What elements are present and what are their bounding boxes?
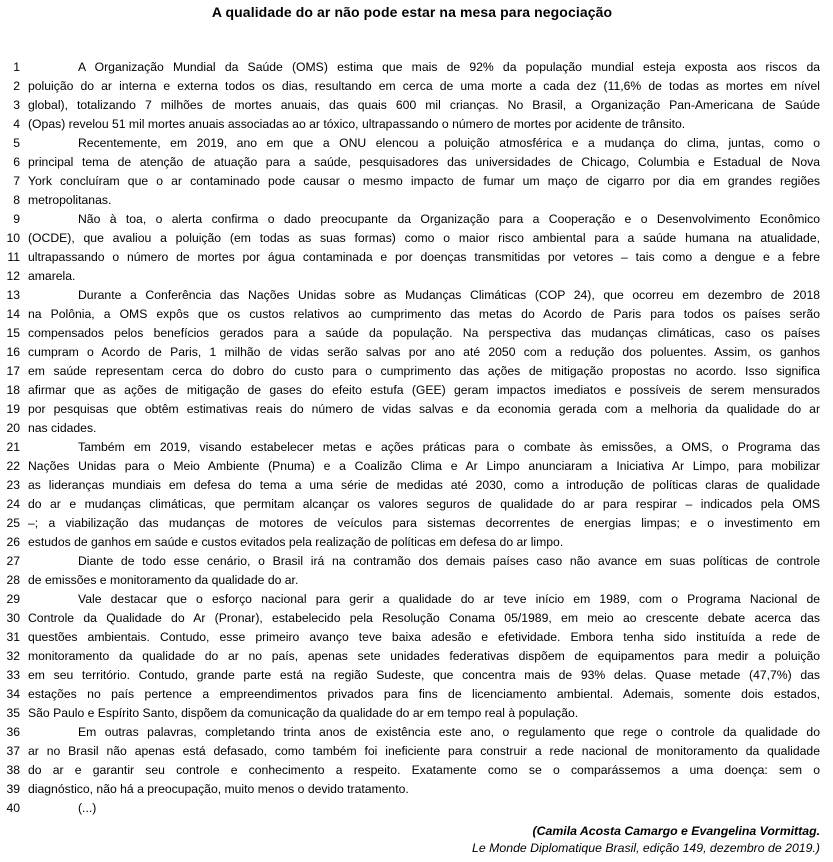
line-text: (...) [78, 801, 97, 815]
text-line [4, 286, 820, 305]
text-line [4, 96, 820, 115]
line-text: metropolitanas. [28, 193, 112, 207]
line-number: 34 [6, 687, 20, 701]
text-line [4, 248, 820, 267]
text-line [4, 552, 820, 571]
line-text: as lideranças mundiais em defesa do tema a uma série de medidas até 2030, como a introdução de políticas claras de qualidade [28, 478, 820, 492]
line-text: São Paulo e Espírito Santo, dispõem da comunicação da qualidade do ar em tempo real à população. [28, 706, 579, 720]
text-line [4, 609, 820, 628]
text-line [4, 590, 820, 609]
text-line [4, 267, 820, 286]
line-number: 20 [6, 421, 20, 435]
text-line [4, 324, 820, 343]
text-line [4, 58, 820, 77]
line-text: do ar e garantir seu controle e conhecimento a respeito. Exatamente como se o comparássemos a uma doença: sem o [28, 763, 820, 777]
text-line [4, 210, 820, 229]
line-text: compensados pelos benefícios gerados para a saúde da população. Na perspectiva das mudanças climáticas, caso os países [28, 326, 820, 340]
citation-source: Le Monde Diplomatique Brasil, edição 149, dezembro de 2019.) [472, 841, 820, 855]
line-number: 28 [6, 573, 20, 587]
text-line [4, 343, 820, 362]
text-line [4, 400, 820, 419]
line-number: 8 [13, 193, 20, 207]
line-text: na Polônia, a OMS expôs que os custos relativos ao cumprimento das metas do Acordo de Paris para todos os países serão [28, 307, 820, 321]
line-number: 36 [6, 725, 20, 739]
text-line [4, 514, 820, 533]
line-text: poluição do ar interna e externa todos os dias, resultando em cerca de uma morte a cada dez (11,6% de todas as mortes em nível [28, 79, 820, 93]
line-text: amarela. [28, 269, 76, 283]
line-number: 19 [6, 402, 20, 416]
line-text: estações no país pertence a empreendimentos privados para fins de licenciamento ambiental. Ademais, somente dois estados, [28, 687, 820, 701]
line-text: principal tema de atenção de atuação para a saúde, pesquisadores das universidades de Chicago, Columbia e Estadual de Nova [28, 155, 820, 169]
line-text: em saúde representam cerca do dobro do custo para o cumprimento das ações de mitigação propostas no acordo. Isso significa [28, 364, 820, 378]
line-text: questões ambientais. Contudo, esse primeiro avanço teve baixa adesão e efetividade. Embora tenha sido instituída a rede de [28, 630, 820, 644]
text-line [4, 77, 820, 96]
line-number: 38 [6, 763, 20, 777]
line-text: Recentemente, em 2019, ano em que a ONU elencou a poluição atmosférica e a mudança do clima, juntas, como o [78, 136, 820, 150]
line-text: monitoramento da qualidade do ar no país, apenas sete unidades federativas dispõem de equipamentos para medir a poluição [28, 649, 820, 663]
line-number: 6 [13, 155, 20, 169]
line-text: global), totalizando 7 milhões de mortes anuais, das quais 600 mil crianças. No Brasil, a Organização Pan-Americana de Saúde [28, 98, 820, 112]
line-text: do ar e mudanças climáticas, que permitam alcançar os valores seguros de qualidade do ar para respirar – indicados pela OMS [28, 497, 820, 511]
line-number: 29 [6, 592, 20, 606]
line-number: 5 [13, 136, 20, 150]
line-number: 2 [13, 79, 20, 93]
line-text: Não à toa, o alerta confirma o dado preocupante da Organização para a Cooperação e o Desenvolvimento Econômico [78, 212, 820, 226]
line-text: A Organização Mundial da Saúde (OMS) estima que mais de 92% da população mundial esteja exposta aos riscos da [78, 60, 820, 74]
line-text: ar no Brasil não apenas está defasado, como também foi ineficiente para construir a rede nacional de monitoramento da qualidade [28, 744, 820, 758]
line-number: 27 [6, 554, 20, 568]
line-number: 4 [13, 117, 20, 131]
text-line [4, 191, 820, 210]
text-line [4, 172, 820, 191]
text-line [4, 628, 820, 647]
line-number: 17 [6, 364, 20, 378]
text-line [4, 115, 820, 134]
text-line [4, 476, 820, 495]
line-text: Nações Unidas para o Meio Ambiente (Pnuma) e a Coalizão Clima e Ar Limpo anunciaram a Iniciativa Ar Limpo, para mobilizar [28, 459, 820, 473]
line-number: 35 [6, 706, 20, 720]
text-line [4, 533, 820, 552]
line-text: cumpram o Acordo de Paris, 1 milhão de vidas serão salvas por ano até 2050 com a redução dos poluentes. Assim, os ganhos [28, 345, 820, 359]
line-number: 7 [13, 174, 20, 188]
line-text: por pesquisas que obtêm estimativas reais do número de vidas salvas e da economia gerada com a melhoria da qualidade do ar [28, 402, 820, 416]
citation-authors: (Camila Acosta Camargo e Evangelina Vormittag. [532, 824, 820, 838]
line-number: 14 [6, 307, 20, 321]
text-line [4, 723, 820, 742]
text-line [4, 780, 820, 799]
text-line [4, 305, 820, 324]
text-line [4, 229, 820, 248]
text-line [4, 799, 820, 818]
line-text: nas cidades. [28, 421, 97, 435]
text-line [4, 704, 820, 723]
text-line [4, 647, 820, 666]
line-text: (OCDE), que avaliou a poluição (em todas as suas formas) como o maior risco ambiental para a saúde humana na atualidade, [28, 231, 820, 245]
text-line [4, 761, 820, 780]
line-text: ultrapassando o número de mortes por água contaminada e por doenças transmitidas por vetores – tais como a dengue e a febre [28, 250, 820, 264]
text-line [4, 495, 820, 514]
line-number: 10 [6, 231, 20, 245]
text-line [4, 457, 820, 476]
line-number: 16 [6, 345, 20, 359]
line-text: York concluíram que o ar contaminado pode causar o mesmo impacto de fumar um maço de cigarro por dia em grandes regiões [28, 174, 820, 188]
text-line [4, 571, 820, 590]
line-number: 18 [6, 383, 20, 397]
line-number: 13 [6, 288, 20, 302]
text-line [4, 381, 820, 400]
citation [4, 823, 820, 857]
line-number: 39 [6, 782, 20, 796]
line-text: diagnóstico, não há a preocupação, muito menos o devido tratamento. [28, 782, 409, 796]
document-title: A qualidade do ar não pode estar na mesa para negociação [211, 4, 613, 20]
line-text: –; a viabilização das mudanças de motores de veículos para sistemas decorrentes de energias limpas; e o investimento em [28, 516, 820, 530]
text-line [4, 438, 820, 457]
text-line [4, 685, 820, 704]
line-number: 26 [6, 535, 20, 549]
line-number: 25 [6, 516, 20, 530]
line-number: 22 [6, 459, 20, 473]
line-number: 30 [6, 611, 20, 625]
line-text: de emissões e monitoramento da qualidade do ar. [28, 573, 299, 587]
text-line [4, 153, 820, 172]
text-line [4, 362, 820, 381]
line-text: Diante de todo esse cenário, o Brasil irá na contramão dos demais países caso não avance em suas políticas de controle [78, 554, 820, 568]
line-text: Vale destacar que o esforço nacional para gerir a qualidade do ar teve início em 1989, com o Programa Nacional de [78, 592, 820, 606]
text-body [4, 58, 820, 818]
line-number: 23 [6, 478, 20, 492]
line-number: 12 [6, 269, 20, 283]
line-number: 33 [6, 668, 20, 682]
line-text: estudos de ganhos em saúde e custos evitados pela realização de políticas em defesa do ar limpo. [28, 535, 564, 549]
line-number: 11 [7, 250, 20, 264]
line-number: 37 [6, 744, 20, 758]
line-text: Também em 2019, visando estabelecer metas e ações práticas para o combate às emissões, a OMS, o Programa das [78, 440, 820, 454]
line-number: 31 [6, 630, 20, 644]
line-text: Durante a Conferência das Nações Unidas sobre as Mudanças Climáticas (COP 24), que ocorreu em dezembro de 2018 [78, 288, 820, 302]
line-number: 21 [6, 440, 20, 454]
line-number: 40 [6, 801, 20, 815]
line-text: afirmar que as ações de mitigação de gases do efeito estufa (GEE) geram impactos imediatos e possíveis de serem mensurados [28, 383, 820, 397]
line-number: 1 [13, 60, 20, 74]
line-number: 15 [6, 326, 20, 340]
line-text: em seu território. Contudo, grande parte está na região Sudeste, que concentra mais de 93% delas. Quase metade (47,7%) das [28, 668, 820, 682]
line-text: Em outras palavras, completando trinta anos de existência este ano, o regulamento que rege o controle da qualidade do [78, 725, 820, 739]
line-number: 24 [6, 497, 20, 511]
text-line [4, 742, 820, 761]
line-text: Controle da Qualidade do Ar (Pronar), estabelecido pela Resolução Conama 05/1989, em meio ao crescente debate acerca das [28, 611, 820, 625]
text-line [4, 419, 820, 438]
line-number: 9 [13, 212, 20, 226]
line-number: 32 [6, 649, 20, 663]
text-line [4, 666, 820, 685]
text-line [4, 134, 820, 153]
line-text: (Opas) revelou 51 mil mortes anuais associadas ao ar tóxico, ultrapassando o número de mortes por acidente de trânsito. [28, 117, 686, 131]
line-number: 3 [13, 98, 20, 112]
